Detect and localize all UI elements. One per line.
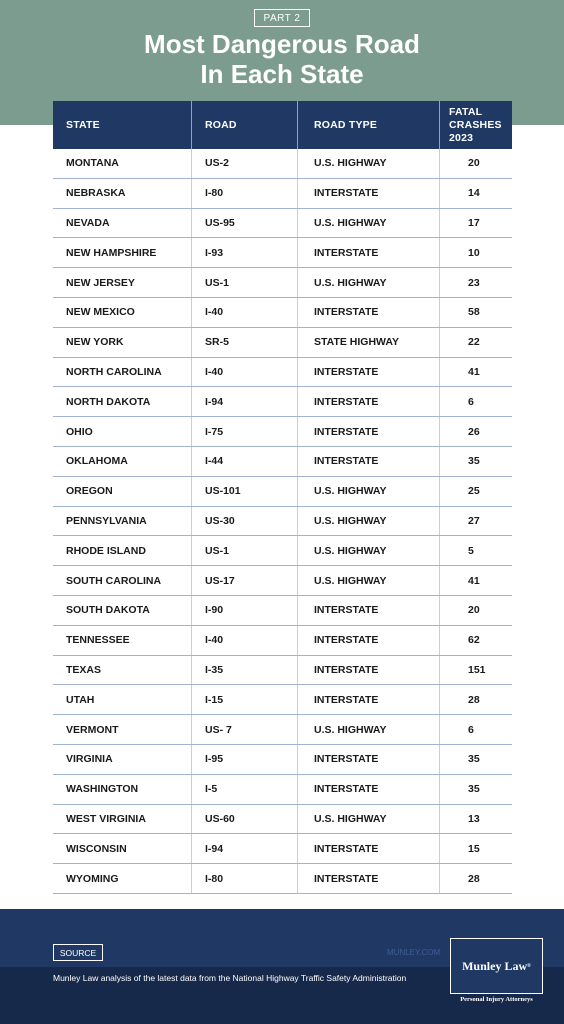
fatal-crashes-cell: 14 — [468, 187, 480, 200]
state-cell: NEW HAMPSHIRE — [53, 238, 192, 267]
fatal-crashes-cell: 17 — [468, 216, 480, 229]
road-type-cell: INTERSTATE — [298, 596, 440, 625]
road-cell: I-40 — [192, 358, 298, 387]
road-type-cell: INTERSTATE — [298, 447, 440, 476]
road-cell: I-15 — [192, 685, 298, 714]
state-cell: UTAH — [53, 685, 192, 714]
table-row — [53, 477, 512, 507]
road-cell: I-40 — [192, 298, 298, 327]
table-row — [53, 387, 512, 417]
state-cell: OREGON — [53, 477, 192, 506]
road-cell: US-101 — [192, 477, 298, 506]
footer — [0, 909, 564, 1024]
state-cell: NEW MEXICO — [53, 298, 192, 327]
table-row — [53, 507, 512, 537]
fatal-crashes-cell: 62 — [468, 634, 480, 647]
road-type-cell: U.S. HIGHWAY — [298, 477, 440, 506]
road-cell: I-94 — [192, 387, 298, 416]
state-cell: WISCONSIN — [53, 834, 192, 863]
table-row — [53, 328, 512, 358]
fatal-crashes-cell: 20 — [468, 604, 480, 617]
logo-tagline: Personal Injury Attorneys — [460, 996, 533, 1003]
state-cell: NEBRASKA — [53, 179, 192, 208]
state-cell: WEST VIRGINIA — [53, 805, 192, 834]
state-cell: NEVADA — [53, 209, 192, 238]
fatal-crashes-cell: 27 — [468, 514, 480, 527]
road-type-cell: INTERSTATE — [298, 298, 440, 327]
road-cell: US-2 — [192, 149, 298, 178]
column-header-fatal-line-2: CRASHES — [449, 118, 502, 131]
road-cell: US- 7 — [192, 715, 298, 744]
table-row — [53, 745, 512, 775]
fatal-crashes-cell: 41 — [468, 365, 480, 378]
state-cell: VERMONT — [53, 715, 192, 744]
road-type-cell: INTERSTATE — [298, 626, 440, 655]
table-row — [53, 268, 512, 298]
column-header-state: STATE — [53, 101, 192, 149]
fatal-crashes-cell: 22 — [468, 336, 480, 349]
fatal-crashes-cell: 6 — [468, 395, 474, 408]
table-row — [53, 864, 512, 894]
road-cell: US-17 — [192, 566, 298, 595]
state-cell: WYOMING — [53, 864, 192, 893]
road-type-cell: U.S. HIGHWAY — [298, 566, 440, 595]
fatal-crashes-cell: 26 — [468, 425, 480, 438]
table-row — [53, 179, 512, 209]
fatal-crashes-cell: 41 — [468, 574, 480, 587]
state-cell: OHIO — [53, 417, 192, 446]
fatal-crashes-cell: 5 — [468, 544, 474, 557]
table-row — [53, 775, 512, 805]
state-cell: TENNESSEE — [53, 626, 192, 655]
road-cell: SR-5 — [192, 328, 298, 357]
table-header — [53, 101, 512, 149]
road-type-cell: U.S. HIGHWAY — [298, 209, 440, 238]
state-cell: NEW YORK — [53, 328, 192, 357]
state-cell: NORTH DAKOTA — [53, 387, 192, 416]
state-cell: WASHINGTON — [53, 775, 192, 804]
fatal-crashes-cell: 35 — [468, 753, 480, 766]
road-cell: I-80 — [192, 864, 298, 893]
road-cell: US-95 — [192, 209, 298, 238]
state-cell: PENNSYLVANIA — [53, 507, 192, 536]
title-line-1: Most Dangerous Road — [144, 29, 420, 59]
road-cell: I-5 — [192, 775, 298, 804]
table-row — [53, 238, 512, 268]
road-type-cell: INTERSTATE — [298, 685, 440, 714]
road-cell: I-80 — [192, 179, 298, 208]
table-row — [53, 685, 512, 715]
road-cell: US-1 — [192, 536, 298, 565]
fatal-crashes-cell: 35 — [468, 783, 480, 796]
road-type-cell: INTERSTATE — [298, 656, 440, 685]
column-header-fatal-crashes — [440, 101, 512, 149]
fatal-crashes-cell: 58 — [468, 306, 480, 319]
table-row — [53, 715, 512, 745]
table-row — [53, 447, 512, 477]
column-header-fatal-line-1: FATAL — [449, 105, 483, 118]
fatal-crashes-cell: 10 — [468, 246, 480, 259]
state-cell: TEXAS — [53, 656, 192, 685]
state-cell: OKLAHOMA — [53, 447, 192, 476]
road-type-cell: U.S. HIGHWAY — [298, 805, 440, 834]
fatal-crashes-cell: 28 — [468, 693, 480, 706]
road-cell: US-1 — [192, 268, 298, 297]
state-cell: VIRGINIA — [53, 745, 192, 774]
fatal-crashes-cell: 15 — [468, 842, 480, 855]
road-cell: I-90 — [192, 596, 298, 625]
road-type-cell: INTERSTATE — [298, 358, 440, 387]
road-type-cell: INTERSTATE — [298, 387, 440, 416]
table-row — [53, 358, 512, 388]
state-cell: SOUTH CAROLINA — [53, 566, 192, 595]
table-row — [53, 596, 512, 626]
fatal-crashes-cell: 20 — [468, 157, 480, 170]
page-title — [0, 29, 564, 89]
table-row — [53, 298, 512, 328]
road-type-cell: U.S. HIGHWAY — [298, 536, 440, 565]
table-body — [53, 149, 512, 894]
fatal-crashes-cell: 25 — [468, 485, 480, 498]
fatal-crashes-cell: 35 — [468, 455, 480, 468]
road-type-cell: INTERSTATE — [298, 834, 440, 863]
table-row — [53, 626, 512, 656]
state-cell: NEW JERSEY — [53, 268, 192, 297]
road-type-cell: INTERSTATE — [298, 864, 440, 893]
state-cell: MONTANA — [53, 149, 192, 178]
state-cell: NORTH CAROLINA — [53, 358, 192, 387]
fatal-crashes-cell: 6 — [468, 723, 474, 736]
logo-text: Munley Law — [462, 958, 528, 973]
road-cell: US-60 — [192, 805, 298, 834]
road-cell: I-40 — [192, 626, 298, 655]
road-type-cell: U.S. HIGHWAY — [298, 715, 440, 744]
road-cell: US-30 — [192, 507, 298, 536]
state-cell: RHODE ISLAND — [53, 536, 192, 565]
source-badge: SOURCE — [53, 944, 103, 961]
table-row — [53, 209, 512, 239]
munley-law-logo — [450, 938, 543, 994]
road-type-cell: INTERSTATE — [298, 417, 440, 446]
trademark-mark: ® — [527, 963, 531, 969]
site-link[interactable]: MUNLEY.COM — [387, 948, 441, 957]
table-row — [53, 656, 512, 686]
road-type-cell: INTERSTATE — [298, 238, 440, 267]
road-type-cell: INTERSTATE — [298, 775, 440, 804]
road-type-cell: INTERSTATE — [298, 745, 440, 774]
table-row — [53, 536, 512, 566]
road-type-cell: U.S. HIGHWAY — [298, 507, 440, 536]
state-cell: SOUTH DAKOTA — [53, 596, 192, 625]
title-line-2: In Each State — [200, 59, 364, 89]
fatal-crashes-cell: 13 — [468, 812, 480, 825]
column-header-road-type: ROAD TYPE — [298, 101, 440, 149]
table-row — [53, 149, 512, 179]
column-header-road: ROAD — [192, 101, 298, 149]
fatal-crashes-cell: 28 — [468, 872, 480, 885]
source-note: Munley Law analysis of the latest data from the National Highway Traffic Safety Administration — [53, 973, 407, 983]
road-type-cell: U.S. HIGHWAY — [298, 149, 440, 178]
road-cell: I-75 — [192, 417, 298, 446]
table-row — [53, 805, 512, 835]
road-cell: I-94 — [192, 834, 298, 863]
road-cell: I-93 — [192, 238, 298, 267]
part-badge: PART 2 — [254, 9, 310, 27]
table-row — [53, 834, 512, 864]
fatal-crashes-cell: 23 — [468, 276, 480, 289]
road-cell: I-44 — [192, 447, 298, 476]
road-cell: I-35 — [192, 656, 298, 685]
road-type-cell: U.S. HIGHWAY — [298, 268, 440, 297]
table-row — [53, 417, 512, 447]
road-type-cell: STATE HIGHWAY — [298, 328, 440, 357]
road-cell: I-95 — [192, 745, 298, 774]
road-type-cell: INTERSTATE — [298, 179, 440, 208]
table-row — [53, 566, 512, 596]
fatal-crashes-cell: 151 — [468, 663, 486, 676]
column-header-fatal-line-3: 2023 — [449, 131, 474, 144]
